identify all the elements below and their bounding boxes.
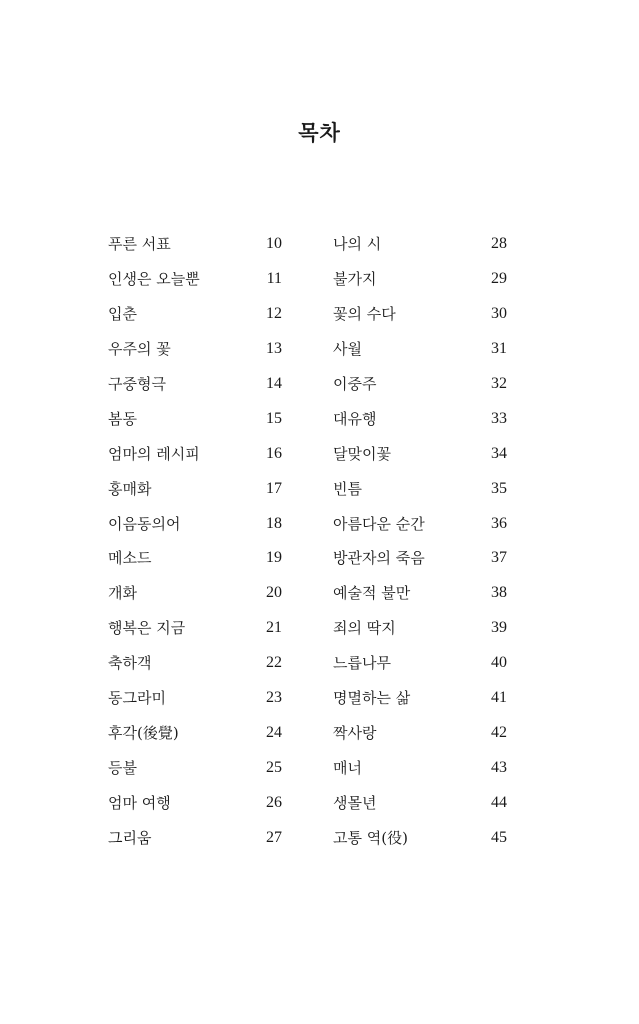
- toc-entry: [333, 750, 507, 785]
- toc-entry-page-number: 44: [491, 793, 507, 811]
- toc-entry-page-number: 24: [266, 723, 282, 741]
- toc-entry-page-number: 30: [491, 305, 507, 323]
- toc-entry-page-number: 33: [491, 409, 507, 427]
- toc-entry-title: 동그라미: [108, 689, 166, 708]
- toc-left-column: [108, 227, 282, 855]
- toc-entry-title: 우주의 꽃: [108, 340, 171, 359]
- toc-entry: [333, 681, 507, 716]
- toc-entry-page-number: 14: [266, 375, 282, 392]
- toc-entry: [333, 506, 507, 541]
- toc-entry: [333, 262, 507, 297]
- toc-entry-page-number: 12: [266, 305, 282, 323]
- toc-entry: [333, 611, 507, 646]
- toc-entry-title: 대유행: [333, 409, 377, 428]
- toc-entry: [108, 436, 282, 471]
- toc-entry: [108, 506, 282, 541]
- toc-entry: [333, 646, 507, 681]
- toc-entry-page-number: 43: [491, 758, 507, 776]
- toc-entry-page-number: 23: [266, 689, 282, 707]
- toc-entry-title: 엄마의 레시피: [108, 444, 200, 463]
- toc-entry-page-number: 20: [266, 584, 282, 602]
- toc-entry-page-number: 28: [491, 235, 507, 253]
- toc-entry-page-number: 38: [491, 584, 507, 602]
- toc-entry-title: 푸른 서표: [108, 235, 171, 254]
- toc-entry-page-number: 19: [266, 549, 282, 567]
- toc-entry-page-number: 27: [266, 828, 282, 846]
- toc-entry-title: 행복은 지금: [108, 619, 186, 638]
- toc-entry-title: 느릅나무: [333, 654, 391, 673]
- toc-entry-page-number: 16: [266, 444, 282, 462]
- toc-entry-title: 빈틈: [333, 479, 362, 498]
- toc-entry-title: 꽃의 수다: [333, 305, 396, 324]
- toc-entry: [333, 436, 507, 471]
- toc-entry-title: 짝사랑: [333, 723, 377, 742]
- toc-entry: [333, 785, 507, 820]
- toc-entry-title: 메소드: [108, 549, 152, 568]
- toc-entry: [333, 367, 507, 402]
- toc-entry: [108, 471, 282, 506]
- toc-entry: [108, 820, 282, 855]
- toc-entry: [333, 297, 507, 332]
- toc-entry-title: 구중형극: [108, 375, 166, 393]
- toc-right-column: [333, 227, 507, 855]
- toc-entry-title: 나의 시: [333, 235, 382, 254]
- toc-entry-title: 입춘: [108, 305, 137, 324]
- toc-entry-title: 매너: [333, 758, 362, 777]
- toc-entry-page-number: 15: [266, 409, 282, 427]
- toc-entry: [108, 646, 282, 681]
- toc-entry-page-number: 41: [491, 689, 507, 707]
- toc-entry-title: 달맞이꽃: [333, 444, 391, 463]
- toc-entry: [333, 715, 507, 750]
- toc-entry-title: 축하객: [108, 654, 152, 673]
- toc-entry-page-number: 18: [266, 514, 282, 532]
- toc-entry-title: 인생은 오늘뿐: [108, 270, 200, 289]
- toc-entry-title: 예술적 불만: [333, 584, 411, 603]
- toc-entry: [108, 681, 282, 716]
- toc-entry: [333, 332, 507, 367]
- toc-entry-title: 이중주: [333, 375, 377, 393]
- toc-entry-title: 죄의 딱지: [333, 619, 396, 638]
- toc-entry-page-number: 32: [491, 375, 507, 392]
- toc-entry: [108, 367, 282, 402]
- toc-entry-title: 등불: [108, 758, 137, 777]
- toc-entry: [108, 227, 282, 262]
- toc-entry-title: 홍매화: [108, 479, 152, 498]
- toc-entry-title: 엄마 여행: [108, 793, 171, 812]
- toc-entry-page-number: 37: [491, 549, 507, 567]
- toc-entry-title: 아름다운 순간: [333, 514, 425, 533]
- toc-entry: [108, 611, 282, 646]
- toc-entry: [108, 541, 282, 576]
- toc-entry-page-number: 25: [266, 758, 282, 776]
- toc-entry-page-number: 40: [491, 654, 507, 672]
- toc-entry-page-number: 42: [491, 723, 507, 741]
- toc-entry: [333, 820, 507, 855]
- toc-entry-title: 생몰년: [333, 793, 377, 812]
- toc-entry: [108, 401, 282, 436]
- toc-entry: [333, 541, 507, 576]
- toc-entry-page-number: 17: [266, 479, 282, 497]
- toc-entry: [108, 262, 282, 297]
- toc-entry: [333, 471, 507, 506]
- toc-entry: [108, 297, 282, 332]
- toc-entry-page-number: 45: [491, 828, 507, 846]
- toc-entry-page-number: 36: [491, 514, 507, 532]
- toc-entry-page-number: 13: [266, 340, 282, 358]
- toc-entry-page-number: 34: [491, 444, 507, 462]
- toc-entry-title: 불가지: [333, 270, 377, 289]
- toc-entry-page-number: 35: [491, 479, 507, 497]
- toc-entry-title: 그리움: [108, 828, 152, 847]
- toc-entry: [108, 332, 282, 367]
- toc-entry: [333, 401, 507, 436]
- toc-entry: [108, 750, 282, 785]
- toc-entry-title: 사월: [333, 340, 362, 359]
- toc-entry-page-number: 31: [491, 340, 507, 358]
- toc-entry-title: 명멸하는 삶: [333, 689, 411, 708]
- toc-entry: [108, 715, 282, 750]
- toc-entry-page-number: 21: [266, 619, 282, 637]
- toc-entry-title: 방관자의 죽음: [333, 549, 425, 568]
- toc-entry: [108, 785, 282, 820]
- toc-entry: [333, 576, 507, 611]
- page-title: 목차: [298, 121, 341, 145]
- toc-entry-page-number: 22: [266, 654, 282, 672]
- toc-entry-page-number: 26: [266, 793, 282, 811]
- toc-entry-title: 봄동: [108, 409, 137, 428]
- toc-entry: [333, 227, 507, 262]
- toc-entry-page-number: 10: [266, 235, 282, 253]
- toc-entry: [108, 576, 282, 611]
- toc-entry-title: 후각(後覺): [108, 723, 179, 742]
- toc-entry-title: 이음동의어: [108, 514, 181, 533]
- toc-entry-page-number: 11: [266, 270, 282, 288]
- toc-entry-page-number: 29: [491, 270, 507, 288]
- toc-entry-title: 고통 역(役): [333, 828, 408, 847]
- toc-entry-title: 개화: [108, 584, 137, 603]
- toc-entry-page-number: 39: [491, 619, 507, 637]
